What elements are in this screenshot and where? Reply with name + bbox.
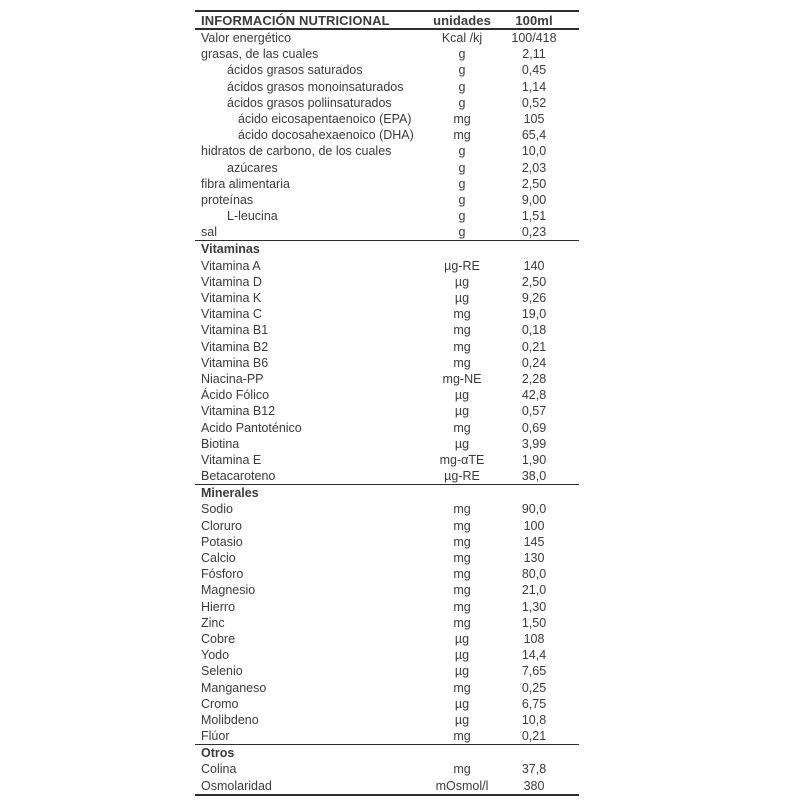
table-row — [195, 387, 579, 403]
nutrient-value: 2,28 — [521, 371, 547, 386]
nutrient-value: 38,0 — [521, 469, 547, 484]
nutrient-unit: g — [458, 192, 466, 207]
nutrient-label: Cromo — [201, 696, 239, 711]
nutrient-label: Sodio — [201, 502, 233, 517]
table-row — [195, 258, 579, 274]
nutrient-label: Cobre — [201, 631, 236, 646]
nutrient-value: 2,50 — [521, 176, 547, 191]
table-row — [195, 599, 579, 615]
nutrient-unit: g — [458, 176, 466, 191]
table-row — [195, 566, 579, 582]
nutrient-unit: mg — [453, 355, 471, 370]
nutrient-label: sal — [201, 225, 217, 240]
table-row — [195, 160, 579, 176]
nutrient-value: 108 — [523, 631, 545, 646]
nutrient-unit: µg — [454, 696, 470, 711]
nutrient-value: 105 — [523, 111, 545, 126]
nutrient-value: 130 — [523, 551, 545, 565]
nutrient-value: 0,23 — [521, 225, 547, 240]
nutrient-label: Vitamina B2 — [201, 339, 269, 354]
nutrient-unit: mg — [453, 323, 471, 338]
nutrient-unit: mOsmol/l — [435, 778, 489, 793]
nutrient-label: Potasio — [201, 534, 243, 549]
units-column-header: unidades — [433, 12, 491, 28]
nutrient-unit: g — [458, 47, 466, 62]
table-row — [195, 696, 579, 712]
nutrient-value: 0,25 — [521, 680, 547, 695]
nutrient-label: Vitamina D — [201, 274, 262, 289]
nutrient-label: fibra alimentaria — [201, 176, 290, 191]
table-row — [195, 452, 579, 468]
nutrient-unit: g — [458, 79, 466, 94]
nutrient-label: hidratos de carbono, de los cuales — [201, 144, 392, 159]
nutrient-unit: mg — [453, 762, 471, 777]
table-row — [195, 322, 579, 338]
nutrient-unit: mg — [453, 420, 471, 435]
nutrient-unit: g — [458, 225, 466, 240]
nutrient-label: ácido eicosapentaenoico (EPA) — [238, 111, 412, 126]
table-row — [195, 290, 579, 306]
nutrient-label: Zinc — [201, 615, 225, 630]
nutrient-unit: g — [458, 160, 466, 175]
nutrient-unit: µg-RE — [444, 258, 480, 273]
nutrient-unit: µg — [454, 291, 470, 305]
table-row — [195, 582, 579, 598]
nutrient-label: ácidos grasos monoinsaturados — [227, 79, 404, 94]
nutrient-unit: mg — [453, 729, 471, 744]
section-title-row — [195, 745, 579, 761]
table-row — [195, 30, 579, 46]
nutrient-unit: mg — [453, 518, 471, 533]
nutrition-table — [195, 10, 579, 796]
table-section — [195, 745, 579, 794]
nutrient-label: Vitamina K — [201, 291, 262, 305]
section-title-row — [195, 241, 579, 257]
table-row — [195, 778, 579, 794]
nutrient-unit: mg — [453, 339, 471, 354]
nutrient-unit: µg — [454, 664, 470, 679]
nutrient-value: 100 — [523, 518, 545, 533]
nutrient-label: grasas, de las cuales — [201, 47, 319, 62]
nutrient-unit: g — [458, 209, 466, 224]
nutrient-label: Acido Pantoténico — [201, 420, 302, 435]
nutrient-value: 21,0 — [521, 583, 547, 598]
table-row — [195, 712, 579, 728]
nutrient-value: 100/418 — [511, 31, 557, 45]
nutrient-unit: µg-RE — [444, 469, 480, 484]
table-row — [195, 403, 579, 419]
table-section — [195, 485, 579, 745]
nutrient-value: 7,65 — [521, 664, 547, 679]
nutrient-unit: mg — [453, 680, 471, 695]
table-row — [195, 468, 579, 484]
nutrient-unit: mg — [453, 111, 471, 126]
nutrient-value: 2,03 — [521, 160, 547, 175]
table-row — [195, 111, 579, 127]
table-row — [195, 631, 579, 647]
table-section — [195, 241, 579, 485]
nutrient-value: 10,0 — [521, 144, 547, 159]
nutrient-label: Vitamina A — [201, 258, 261, 273]
nutrient-label: proteínas — [201, 192, 254, 207]
table-row — [195, 436, 579, 452]
nutrient-value: 0,52 — [521, 95, 547, 110]
nutrient-value: 10,8 — [521, 712, 547, 727]
nutrient-unit: µg — [454, 648, 470, 663]
table-row — [195, 274, 579, 290]
nutrient-unit: µg — [454, 404, 470, 419]
section-title: Minerales — [201, 486, 259, 501]
section-title-row — [195, 485, 579, 501]
nutrient-label: Hierro — [201, 599, 236, 614]
per-100ml-column-header: 100ml — [515, 12, 553, 28]
nutrient-label: Vitamina B1 — [201, 323, 269, 338]
nutrient-value: 9,26 — [521, 291, 547, 305]
nutrient-unit: mg — [453, 599, 471, 614]
table-row — [195, 192, 579, 208]
nutrient-value: 140 — [523, 258, 545, 273]
nutrient-unit: g — [458, 63, 466, 78]
nutrient-label: Vitamina B12 — [201, 404, 276, 419]
nutrient-label: ácidos grasos poliinsaturados — [227, 95, 392, 110]
nutrient-label: Vitamina E — [201, 452, 262, 467]
nutrient-value: 65,4 — [521, 128, 547, 143]
nutrient-unit: mg — [453, 567, 471, 582]
nutrient-unit: g — [458, 95, 466, 110]
nutrient-value: 19,0 — [521, 307, 547, 322]
nutrient-value: 37,8 — [521, 762, 547, 777]
table-row — [195, 761, 579, 777]
nutrient-unit: µg — [454, 631, 470, 646]
table-row — [195, 615, 579, 631]
nutrient-value: 0,45 — [521, 63, 547, 78]
table-row — [195, 728, 579, 744]
nutrient-label: Valor energético — [201, 31, 292, 45]
nutrient-label: L-leucina — [227, 209, 278, 224]
nutrient-value: 14,4 — [521, 648, 547, 663]
nutrient-value: 0,57 — [521, 404, 547, 419]
nutrient-label: Selenio — [201, 664, 243, 679]
table-row — [195, 647, 579, 663]
table-row — [195, 420, 579, 436]
nutrient-value: 1,50 — [521, 615, 547, 630]
table-title: INFORMACIÓN NUTRICIONAL — [201, 12, 390, 28]
table-row — [195, 371, 579, 387]
nutrient-unit: mg-NE — [442, 371, 482, 386]
nutrient-unit: g — [458, 144, 466, 159]
nutrient-value: 2,11 — [522, 47, 546, 62]
table-row — [195, 339, 579, 355]
nutrient-label: Niacina-PP — [201, 371, 264, 386]
nutrient-label: ácido docosahexaenoico (DHA) — [238, 128, 414, 143]
nutrient-label: Vitamina C — [201, 307, 262, 322]
table-row — [195, 62, 579, 78]
nutrient-label: Biotina — [201, 436, 240, 451]
table-row — [195, 224, 579, 240]
nutrient-unit: mg — [453, 615, 471, 630]
nutrient-value: 0,24 — [521, 355, 547, 370]
nutrient-unit: µg — [454, 388, 470, 403]
table-row — [195, 534, 579, 550]
nutrient-unit: mg — [453, 534, 471, 549]
nutrient-label: Calcio — [201, 551, 236, 565]
nutrient-value: 1,90 — [521, 452, 547, 467]
nutrient-unit: mg — [453, 551, 471, 565]
nutrient-unit: mg — [453, 307, 471, 322]
nutrient-label: ácidos grasos saturados — [227, 63, 363, 78]
table-row — [195, 306, 579, 322]
nutrient-label: Vitamina B6 — [201, 355, 269, 370]
nutrient-unit: µg — [454, 436, 470, 451]
nutrient-value: 0,18 — [521, 323, 547, 338]
nutrient-unit: mg-αTE — [439, 452, 485, 467]
nutrient-label: Betacaroteno — [201, 469, 276, 484]
table-row — [195, 663, 579, 679]
nutrient-value: 2,50 — [521, 274, 547, 289]
table-row — [195, 143, 579, 159]
nutrient-unit: mg — [453, 128, 471, 143]
nutrient-value: 0,21 — [521, 729, 547, 744]
section-title: Otros — [201, 746, 235, 761]
nutrient-value: 42,8 — [521, 388, 547, 403]
table-row — [195, 355, 579, 371]
nutrient-label: Ácido Fólico — [201, 388, 270, 403]
table-section — [195, 30, 579, 241]
nutrient-value: 145 — [523, 534, 545, 549]
table-row — [195, 176, 579, 192]
nutrient-label: Manganeso — [201, 680, 267, 695]
table-row — [195, 46, 579, 62]
nutrient-value: 3,99 — [521, 436, 547, 451]
nutrient-unit: Kcal /kj — [441, 31, 483, 45]
table-row — [195, 208, 579, 224]
nutrient-value: 0,21 — [521, 339, 547, 354]
table-body — [195, 30, 579, 794]
nutrient-label: Colina — [201, 762, 237, 777]
nutrient-unit: mg — [453, 502, 471, 517]
nutrient-unit: µg — [454, 274, 470, 289]
table-row — [195, 127, 579, 143]
table-row — [195, 518, 579, 534]
nutrient-label: Osmolaridad — [201, 778, 272, 793]
nutrient-value: 90,0 — [521, 502, 547, 517]
nutrient-value: 380 — [523, 778, 545, 793]
nutrient-value: 1,30 — [521, 599, 547, 614]
nutrient-value: 6,75 — [521, 696, 547, 711]
nutrient-label: Cloruro — [201, 518, 242, 533]
nutrient-value: 1,51 — [521, 209, 547, 224]
table-header-row — [195, 12, 579, 30]
nutrient-value: 9,00 — [521, 192, 547, 207]
nutrient-label: Yodo — [201, 648, 230, 663]
nutrient-label: Molibdeno — [201, 712, 259, 727]
nutrient-unit: mg — [453, 583, 471, 598]
table-row — [195, 550, 579, 566]
table-row — [195, 680, 579, 696]
section-title: Vitaminas — [201, 242, 260, 257]
nutrient-label: Magnesio — [201, 583, 256, 598]
nutrient-unit: µg — [454, 712, 470, 727]
table-row — [195, 501, 579, 517]
nutrient-value: 1,14 — [521, 79, 547, 94]
nutrient-label: Fósforo — [201, 567, 244, 582]
nutrient-label: Flúor — [201, 729, 230, 744]
nutrient-label: azúcares — [227, 160, 278, 175]
table-row — [195, 79, 579, 95]
nutrient-value: 80,0 — [521, 567, 547, 582]
table-row — [195, 95, 579, 111]
nutrient-value: 0,69 — [521, 420, 547, 435]
